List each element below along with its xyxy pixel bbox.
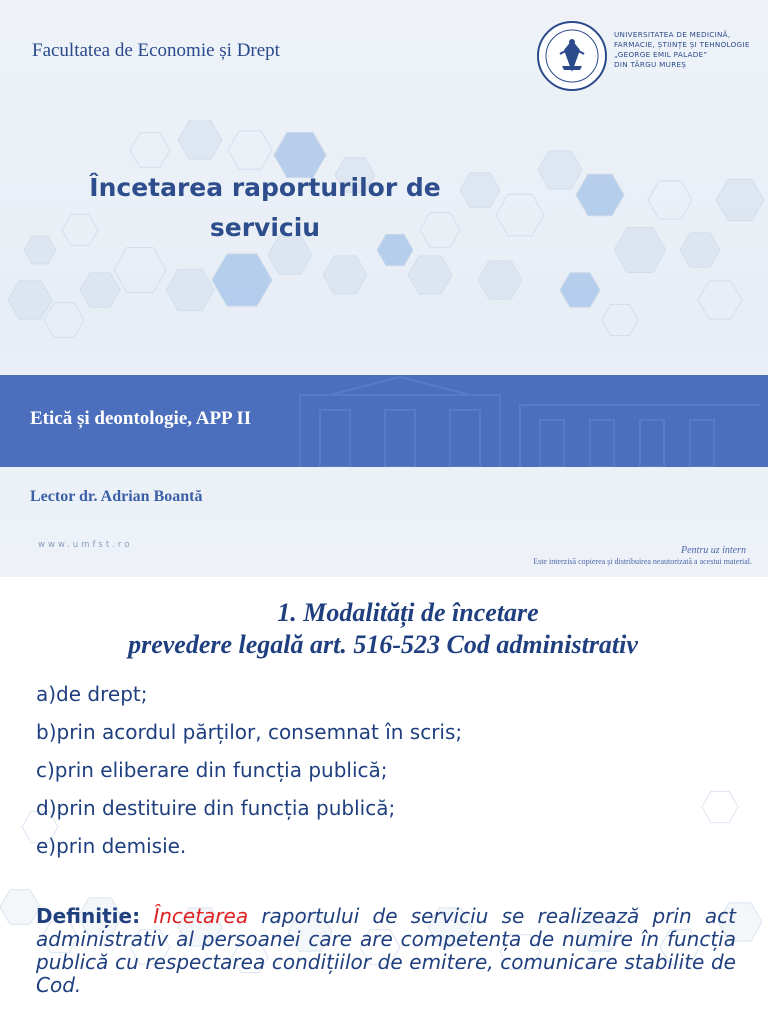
definition-keyword: Încetarea xyxy=(153,904,249,928)
list-item: a)de drept; xyxy=(36,682,148,706)
hexagon-shape xyxy=(478,261,522,299)
title-line: Încetarea raporturilor de xyxy=(89,173,441,202)
definition-paragraph xyxy=(36,905,736,997)
university-name-line: DIN TÂRGU MUREȘ xyxy=(614,60,687,69)
website-url: www.umfst.ro xyxy=(38,540,133,550)
hexagon-shape xyxy=(114,248,166,293)
title-line: serviciu xyxy=(209,213,321,242)
hexagon-shape xyxy=(178,121,222,159)
presentation-title xyxy=(40,168,490,248)
lecturer-name: Lector dr. Adrian Boantă xyxy=(30,488,203,505)
termination-modes-list xyxy=(36,675,462,865)
university-seal-logo xyxy=(536,20,608,92)
hexagon-shape xyxy=(212,254,272,306)
definition-label: Definiție: xyxy=(36,904,141,928)
list-item: c)prin eliberare din funcția publică; xyxy=(36,758,388,782)
slide-heading xyxy=(0,597,768,661)
hexagon-shape xyxy=(602,304,638,335)
definition-text: raportului de serviciu se realizează prin act administrativ al persoanei care are competența de numire în funcția publică cu respectarea condițiilor de emitere, comunicare stabilite de Cod. xyxy=(36,904,736,997)
hexagon-shape xyxy=(702,791,738,822)
content-slide xyxy=(0,577,768,1024)
hexagon-shape xyxy=(0,890,40,925)
hexagon-shape xyxy=(716,179,764,221)
hexagon-shape xyxy=(323,256,367,294)
hexagon-shape xyxy=(698,281,742,319)
course-name: Etică și deontologie, APP II xyxy=(30,408,252,429)
hexagon-shape xyxy=(408,256,452,294)
internal-use-label: Pentru uz intern xyxy=(681,545,746,556)
hexagon-shape xyxy=(166,269,214,311)
university-name-line: UNIVERSITATEA DE MEDICINĂ, xyxy=(614,30,731,39)
hexagon-shape xyxy=(538,151,582,189)
university-name-line: „GEORGE EMIL PALADE” xyxy=(614,50,708,59)
hexagon-shape xyxy=(560,273,600,308)
copyright-disclaimer: Este interzisă copierea și distribuirea neautorizată a acestui material. xyxy=(533,557,752,566)
hexagon-shape xyxy=(614,228,666,273)
heading-line: prevedere legală art. 516-523 Cod administrativ xyxy=(128,630,638,659)
hexagon-shape xyxy=(44,303,84,338)
hexagon-shape xyxy=(80,273,120,308)
list-item: b)prin acordul părților, consemnat în scris; xyxy=(36,720,463,744)
university-name xyxy=(614,30,764,70)
hexagon-shape xyxy=(8,281,52,319)
hexagon-shape xyxy=(576,174,624,216)
list-item: e)prin demisie. xyxy=(36,834,187,858)
faculty-name: Facultatea de Economie și Drept xyxy=(32,40,280,61)
hexagon-shape xyxy=(496,194,544,236)
hexagon-shape xyxy=(680,233,720,268)
list-item: d)prin destituire din funcția publică; xyxy=(36,796,396,820)
university-name-line: FARMACIE, ȘTIINȚE ȘI TEHNOLOGIE xyxy=(614,40,750,49)
heading-line: 1. Modalități de încetare xyxy=(277,598,539,627)
hexagon-shape xyxy=(648,181,692,219)
hexagon-shape xyxy=(130,133,170,168)
hexagon-shape xyxy=(228,131,272,169)
